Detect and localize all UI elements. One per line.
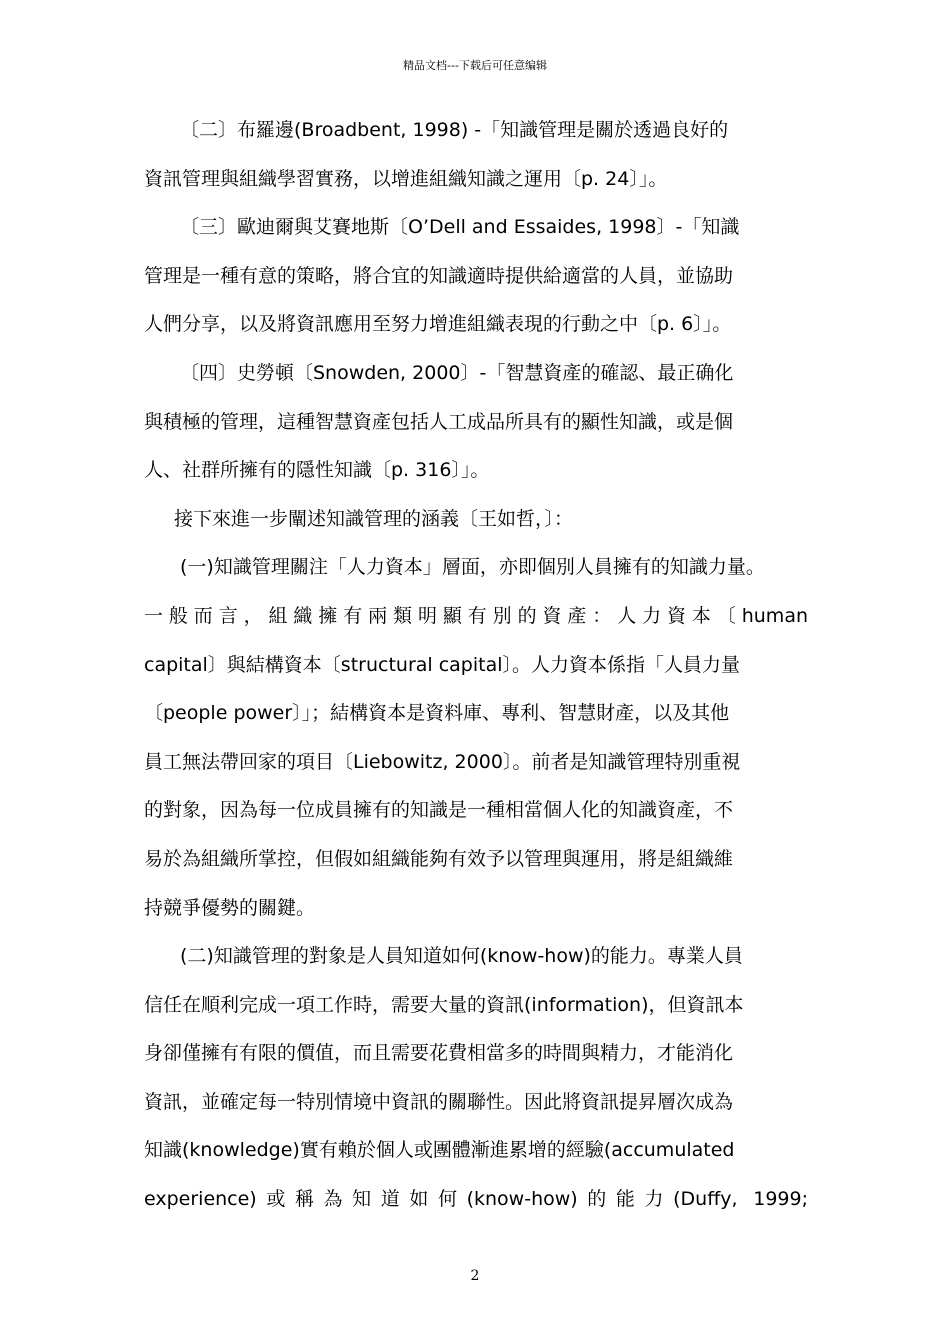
text-line: (一)知識管理關注「人力資本」層面，亦即個別人員擁有的知識力量。 <box>180 556 765 579</box>
text-line: 〔三〕歐迪爾與艾賽地斯〔O’Dell and Essaides, 1998〕-「知識 <box>180 216 740 239</box>
text-line: 信任在順利完成一項工作時，需要大量的資訊(information)，但資訊本 <box>144 993 744 1016</box>
text-line: 知識(knowledge)實有賴於個人或團體漸進累增的經驗(accumulated <box>144 1139 735 1162</box>
text-line: (二)知識管理的對象是人員知道如何(know-how)的能力。專業人員 <box>180 945 743 968</box>
text-line: 人們分享，以及將資訊應用至努力增進組織表現的行動之中〔p. 6〕」。 <box>144 313 732 336</box>
text-line: 資訊管理與組織學習實務，以增進組織知識之運用〔p. 24〕」。 <box>144 167 668 190</box>
text-line: 人、社群所擁有的隱性知識〔p. 316〕」。 <box>144 459 490 482</box>
text-line: 員工無法帶回家的項目〔Liebowitz, 2000〕。前者是知識管理特別重視 <box>144 750 741 773</box>
body-text <box>144 106 808 1224</box>
page-number: 2 <box>470 1268 480 1284</box>
text-line: 持競爭優勢的關鍵。 <box>144 896 316 919</box>
text-line: 易於為組織所掌控，但假如組織能夠有效予以管理與運用，將是組織維 <box>144 847 734 870</box>
text-line: experience)或稱為知道如何(know-how)的能力(Duffy, 1999; <box>144 1188 808 1211</box>
text-line: 〔四〕史勞頓〔Snowden, 2000〕-「智慧資產的確認、最正确化 <box>180 361 734 384</box>
text-line: 與積極的管理，這種智慧資產包括人工成品所具有的顯性知識，或是個 <box>144 410 734 433</box>
text-line: 〔people power〕」；結構資本是資料庫、專利、智慧財產，以及其他 <box>144 702 730 725</box>
page-header: 精品文档---下载后可任意编辑 <box>403 59 547 72</box>
text-line: 資訊，並確定每一特別情境中資訊的關聯性。因此將資訊提昇層次成為 <box>144 1090 734 1113</box>
text-line: 接下來進一步闡述知識管理的涵義〔王如哲，〕： <box>174 507 574 530</box>
text-line: 的對象，因為每一位成員擁有的知識是一種相當個人化的知識資產，不 <box>144 799 734 822</box>
text-line: 管理是一種有意的策略，將合宜的知識適時提供給適當的人員，並協助 <box>144 264 734 287</box>
text-line: capital〕與結構資本〔structural capital〕。人力資本係指「人員力量 <box>144 653 741 676</box>
text-line: 身卻僅擁有有限的價值，而且需要花費相當多的時間與精力，才能消化 <box>144 1042 734 1065</box>
text-line: 一般而言，組織擁有兩類明顯有別的資產：人力資本〔human <box>144 604 808 627</box>
text-line: 〔二〕布羅邊(Broadbent, 1998) -「知識管理是關於透過良好的 <box>180 119 729 141</box>
